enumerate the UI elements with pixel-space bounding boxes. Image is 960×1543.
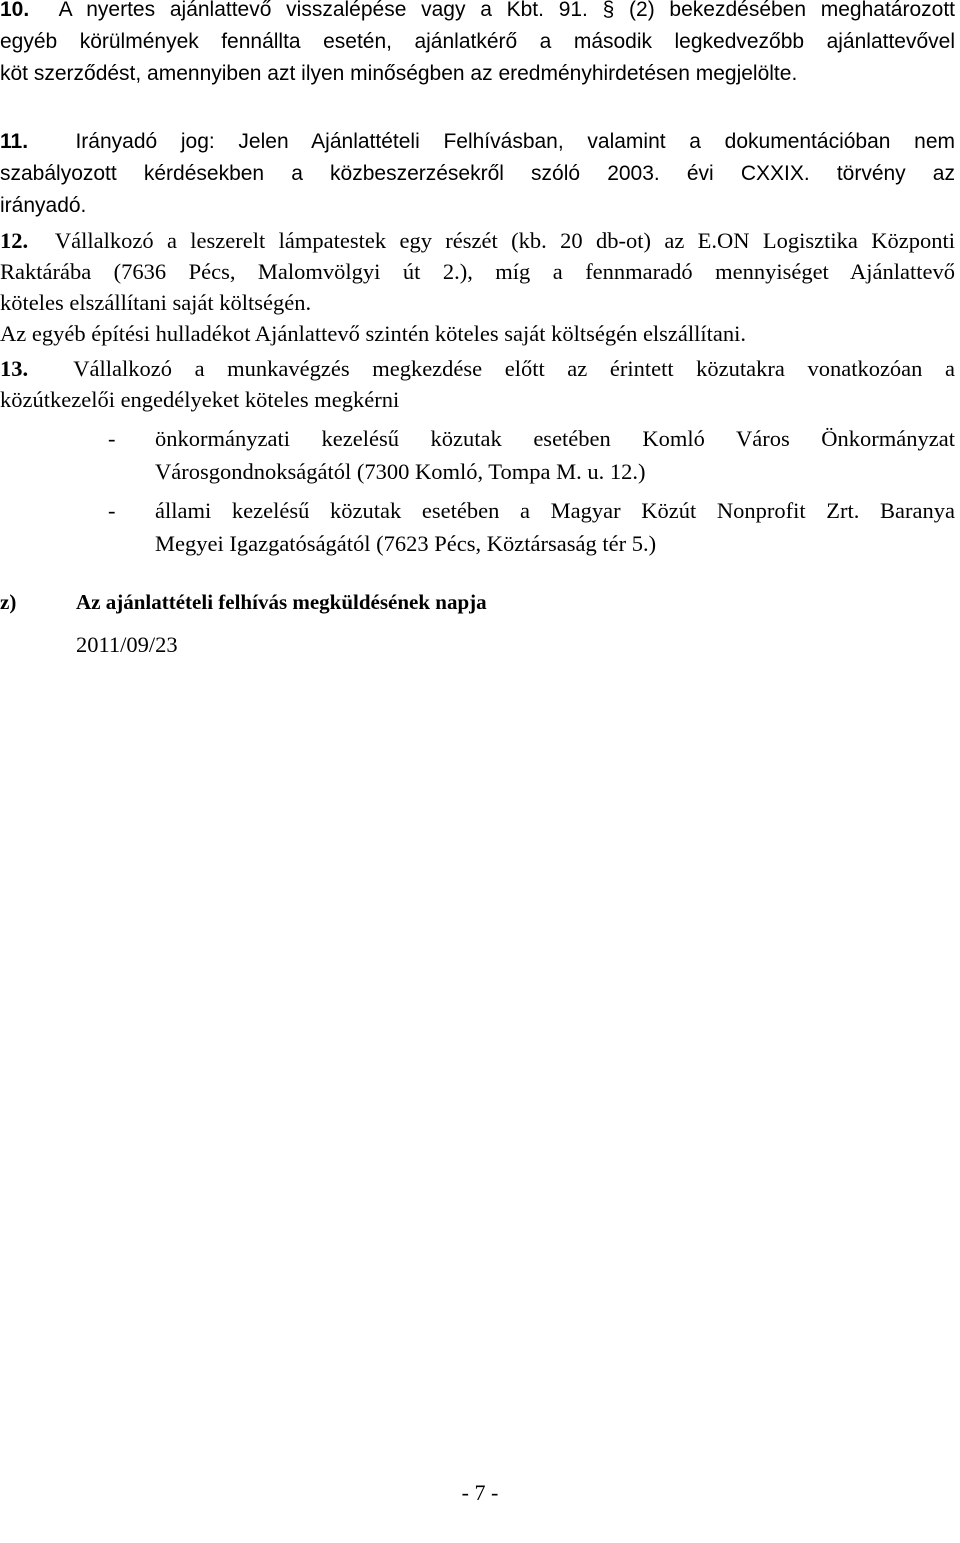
bullet-2-line-2: Megyei Igazgatóságától (7623 Pécs, Köztársaság tér 5.) [155,531,657,556]
item-12-line-2: Raktárába (7636 Pécs, Malomvölgyi út 2.), míg a fennmaradó mennyiséget Ajánlattevő [0,259,955,284]
item-12-line-1: 12. Vállalkozó a leszerelt lámpatestek egy részét (kb. 20 db-ot) az E.ON Logisztika Központi [0,228,956,253]
item-13-line-2: közútkezelői engedélyeket köteles megkérni [0,387,400,412]
item-12-line-4: Az egyéb építési hulladékot Ajánlattevő szintén köteles saját költségén elszállítani. [0,321,747,346]
item-11-line-3: irányadó. [0,194,87,217]
bullet-1-line-2: Városgondnokságától (7300 Komló, Tompa M. u. 12.) [155,459,646,484]
bullet-2-line-1: állami kezelésű közutak esetében a Magyar Közút Nonprofit Zrt. Baranya [155,498,955,523]
item-11-number: 11. [0,130,29,153]
item-11 [0,126,955,222]
page-number: - 7 - [461,1480,499,1505]
item-11-line-2: szabályozott kérdésekben a közbeszerzésekről szóló 2003. évi CXXIX. törvény az [0,162,955,185]
bullet-text [155,422,955,488]
section-z-label: z) [0,590,17,614]
item-13 [0,353,955,415]
item-10-number: 10. [0,0,30,21]
item-12-number: 12. [0,228,29,253]
item-13-line-1: 13. Vállalkozó a munkavégzés megkezdése előtt az érintett közutakra vonatkozóan a [0,356,955,381]
item-12 [0,225,955,349]
item-12-line-3: köteles elszállítani saját költségén. [0,290,312,315]
bullet-text [155,494,955,560]
item-10-line-1: 10. A nyertes ajánlattevő visszalépése vagy a Kbt. 91. § (2) bekezdésében meghatározott [0,0,956,21]
item-10 [0,0,955,90]
bullet-dash: - [108,426,116,451]
item-13-number: 13. [0,356,29,381]
bullet-dash: - [108,498,116,523]
item-10-line-3: köt szerződést, amennyiben azt ilyen minőségben az eredményhirdetésen megjelölte. [0,62,798,85]
bullet-1-line-1: önkormányzati kezelésű közutak esetében Komló Város Önkormányzat [155,426,955,451]
item-11-line-1: 11. Irányadó jog: Jelen Ajánlattételi Felhívásban, valamint a dokumentációban nem [0,130,955,153]
item-10-line-2: egyéb körülmények fennállta esetén, ajánlatkérő a második legkedvezőbb ajánlattevővel [0,30,955,53]
section-z-title: Az ajánlattételi felhívás megküldésének napja [76,590,487,614]
section-z-date: 2011/09/23 [76,632,178,657]
